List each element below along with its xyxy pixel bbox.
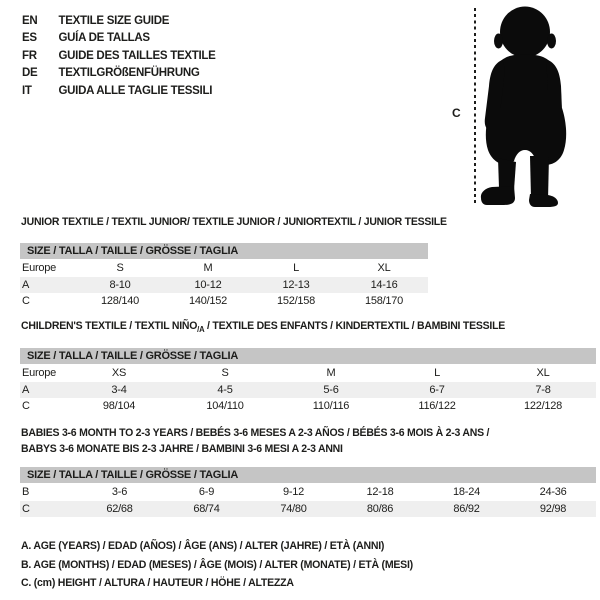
cell: M [326,367,336,379]
language-code: ES [22,30,37,45]
children-size-table [20,348,596,414]
language-title: GUÍA DE TALLAS [58,30,150,45]
cell: 24-36 [539,486,567,498]
size-header-bar: SIZE / TALLA / TAILLE / GRÖSSE / TAGLIA [20,467,596,483]
language-title: TEXTILGRÖßENFÜHRUNG [58,65,200,80]
language-title: GUIDA ALLE TAGLIE TESSILI [58,82,213,97]
cell: 3-4 [66,382,172,398]
children-title-sub: /A [197,325,205,335]
language-title: TEXTILE SIZE GUIDE [58,13,170,27]
language-title: GUIDE DES TAILLES TEXTILE [58,47,216,62]
children-section-title [21,320,505,334]
cell: 110/116 [312,400,350,412]
cell: 18-24 [453,486,480,498]
cell: 140/152 [188,295,227,307]
row-label: A [20,382,66,398]
cell: 8-10 [76,277,164,293]
cell: L [293,262,299,274]
cell: 104/110 [206,400,244,412]
cell: S [116,262,124,274]
cell: 9-12 [282,486,305,498]
cell: 12-18 [366,486,394,498]
cell: 4-5 [172,382,278,398]
babies-size-table [20,467,596,517]
children-title-post: / TEXTILE DES ENFANTS / KINDERTEXTIL / BAMBINI TESSILE [204,320,506,332]
row-label: C [20,501,76,517]
legend [21,537,413,593]
cell: 62/68 [76,501,163,517]
cell: S [221,367,229,379]
legend-line-c: C. (cm) HEIGHT / ALTURA / HAUTEUR / HÖHE / ALTEZZA [21,577,294,590]
cell: 158/170 [365,295,404,307]
table-row [20,277,428,293]
cell: 86/92 [423,501,510,517]
height-marker-label: C [452,106,461,120]
cell: 152/158 [276,295,315,307]
legend-line-a: A. AGE (YEARS) / EDAD (AÑOS) / ÂGE (ANS) / ALTER (JAHRE) / ETÀ (ANNI) [21,540,385,552]
table-row [20,483,596,501]
cell: 5-6 [278,382,384,398]
row-label: B [22,486,30,498]
cell: L [434,367,440,379]
cell: XL [377,262,391,274]
row-label: A [20,277,76,293]
language-code: EN [22,13,38,27]
language-code: IT [22,82,32,97]
junior-section-title: JUNIOR TEXTILE / TEXTIL JUNIOR/ TEXTILE JUNIOR / JUNIORTEXTIL / JUNIOR TESSILE [21,216,447,228]
table-row [20,382,596,398]
row-label: Europe [22,262,56,274]
cell: 128/140 [100,295,139,307]
cell: M [203,262,213,274]
language-list [22,12,216,99]
cell: 6-9 [198,486,215,498]
language-code: DE [22,65,38,80]
cell: 92/98 [510,501,596,517]
table-row [20,293,428,309]
cell: 6-7 [384,382,490,398]
language-code: FR [22,47,37,62]
row-label: C [22,295,30,307]
cell: 12-13 [252,277,340,293]
cell: XS [111,367,127,379]
table-row [20,501,596,517]
babies-section-title [21,425,489,457]
row-label: Europe [22,367,56,379]
table-row [20,398,596,414]
cell: 116/122 [418,400,456,412]
cell: 14-16 [340,277,428,293]
cell: 10-12 [164,277,252,293]
babies-title-line2: BABYS 3-6 MONATE BIS 2-3 JAHRE / BAMBINI 3-6 MESI A 2-3 ANNI [21,443,343,455]
height-dotted-line [474,8,476,206]
table-row [20,364,596,382]
children-title-pre: CHILDREN'S TEXTILE / TEXTIL NIÑO [21,320,198,332]
size-header-bar: SIZE / TALLA / TAILLE / GRÖSSE / TAGLIA [20,243,428,259]
cell: 74/80 [250,501,337,517]
cell: 80/86 [337,501,423,517]
cell: 3-6 [111,486,128,498]
babies-title-line1: BABIES 3-6 MONTH TO 2-3 YEARS / BEBÉS 3-6 MESES A 2-3 AÑOS / BÉBÉS 3-6 MOIS À 2-3 ANS / [21,427,490,439]
toddler-silhouette-icon [478,6,572,208]
table-row [20,259,428,277]
cell: 7-8 [490,382,596,398]
legend-line-b: B. AGE (MONTHS) / EDAD (MESES) / ÂGE (MOIS) / ALTER (MONATE) / ETÀ (MESI) [21,558,413,571]
cell: XL [536,367,550,379]
size-header-bar: SIZE / TALLA / TAILLE / GRÖSSE / TAGLIA [20,348,596,364]
cell: 122/128 [523,400,562,412]
junior-size-table [20,243,428,309]
cell: 98/104 [102,400,136,412]
cell: 68/74 [163,501,250,517]
row-label: C [22,400,30,412]
